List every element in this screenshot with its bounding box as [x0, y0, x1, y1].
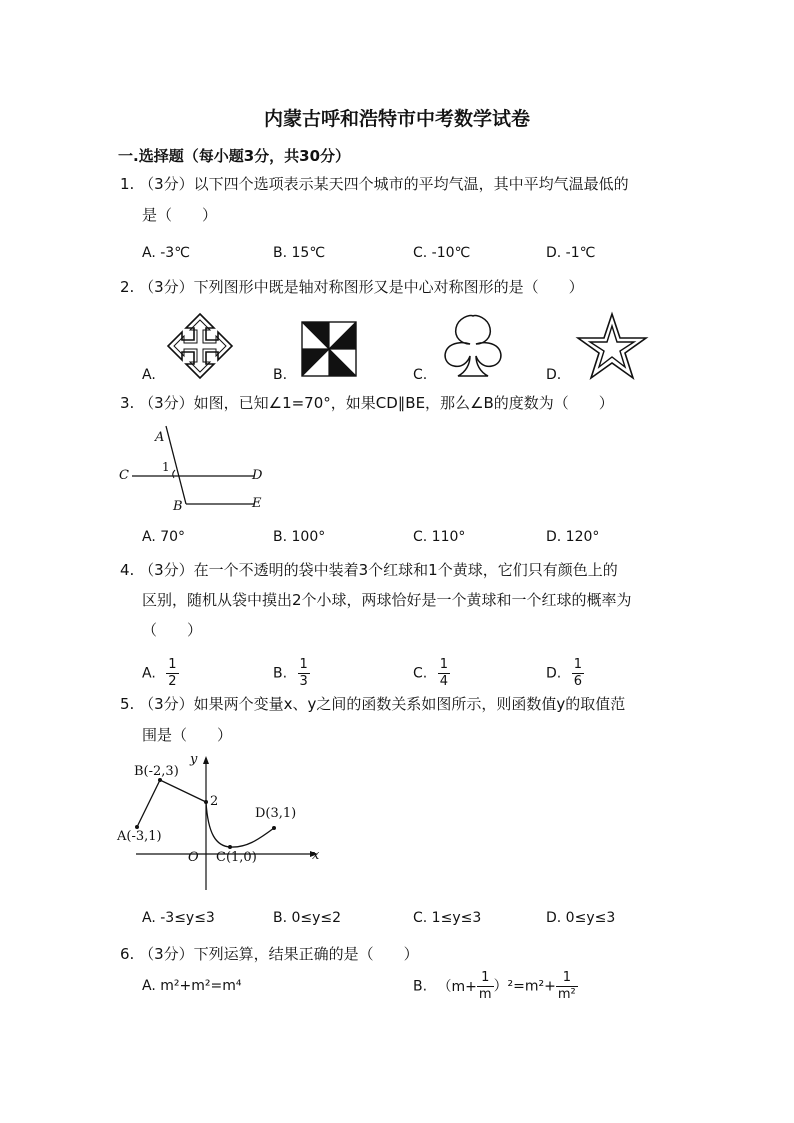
q4-option-d: [546, 657, 584, 690]
fraction-numerator: 1: [556, 970, 578, 987]
q5-origin-label: O: [188, 850, 199, 865]
q3-label-c: C: [119, 468, 129, 483]
q4-option-a-label: A.: [142, 665, 156, 682]
q5-text-line1: 5. （3分）如果两个变量x、y之间的函数关系如图所示，则函数值y的取值范: [120, 695, 626, 713]
q5-option-a: A. -3≤y≤3: [142, 910, 215, 926]
q4-option-a: [142, 657, 179, 690]
q6-option-b-fraction-1: [477, 970, 494, 1003]
q5-text-line2: 围是（ ）: [142, 726, 233, 744]
q5-point-a-label: A(-3,1): [117, 829, 162, 844]
q6-option-a: A. m²+m²=m⁴: [142, 978, 242, 994]
page-title: 内蒙古呼和浩特市中考数学试卷: [263, 108, 530, 130]
fraction-numerator: 1: [299, 657, 308, 672]
fraction-denominator: 6: [573, 674, 582, 689]
q1-option-d: D. -1℃: [546, 245, 596, 261]
q3-option-b: B. 100°: [273, 529, 326, 545]
q3-option-d: D. 120°: [546, 529, 600, 545]
q5-point-c-label: C(1,0): [216, 850, 257, 865]
q4-text-line1: 4. （3分）在一个不透明的袋中装着3个红球和1个黄球，它们只有颜色上的: [120, 561, 618, 579]
q3-option-a: A. 70°: [142, 529, 186, 545]
q6-option-b: [413, 970, 578, 1003]
pinwheel-figure: [300, 320, 358, 378]
q2-label-c: C.: [413, 367, 428, 383]
q6-option-b-prefix: （m+: [437, 978, 477, 995]
q1-text-line1: 1. （3分）以下四个选项表示某天四个城市的平均气温，其中平均气温最低的: [120, 175, 629, 193]
q1-option-b: B. 15℃: [273, 245, 326, 261]
fraction-denominator: 3: [299, 674, 308, 689]
q5-axis-x-label: x: [312, 848, 320, 863]
q3-label-b: B: [173, 499, 183, 514]
q5-option-d: D. 0≤y≤3: [546, 910, 616, 926]
club-figure: [440, 314, 506, 378]
q4-option-b: [273, 657, 310, 690]
q5-point-d-label: D(3,1): [255, 806, 297, 821]
q4-option-b-fraction: [298, 657, 310, 690]
q6-option-b-middle: ）²=m²+: [493, 978, 556, 995]
q1-option-a: A. -3℃: [142, 245, 190, 261]
q3-label-a: A: [155, 430, 165, 445]
q5-option-b: B. 0≤y≤2: [273, 910, 342, 926]
q4-option-b-label: B.: [273, 665, 288, 682]
q3-label-d: D: [252, 468, 263, 483]
section-heading: 一.选择题（每小题3分，共30分）: [118, 147, 351, 165]
fraction-denominator: m²: [557, 987, 576, 1002]
q5-y-intercept-label: 2: [210, 794, 219, 809]
q6-text: 6. （3分）下列运算，结果正确的是（ ）: [120, 945, 419, 963]
q4-option-d-label: D.: [546, 665, 562, 682]
q4-text-line2: 区别，随机从袋中摸出2个小球，两球恰好是一个黄球和一个红球的概率为: [142, 591, 632, 609]
arrow-cross-figure: [166, 312, 234, 380]
q4-option-d-fraction: [572, 657, 584, 690]
star-figure: [576, 312, 648, 380]
q3-label-e: E: [252, 496, 262, 511]
q4-text-line3: （ ）: [142, 621, 203, 639]
q3-option-c: C. 110°: [413, 529, 466, 545]
q3-text: 3. （3分）如图，已知∠1=70°，如果CD∥BE，那么∠B的度数为（ ）: [120, 394, 614, 412]
q1-option-c: C. -10℃: [413, 245, 471, 261]
fraction-numerator: 1: [477, 970, 494, 987]
fraction-numerator: 1: [168, 657, 177, 672]
q4-option-c: [413, 657, 450, 690]
fraction-denominator: 2: [168, 674, 177, 689]
q2-text: 2. （3分）下列图形中既是轴对称图形又是中心对称图形的是（ ）: [120, 278, 584, 296]
fraction-numerator: 1: [573, 657, 582, 672]
q3-angle-1: 1: [162, 460, 170, 474]
q4-option-c-label: C.: [413, 665, 428, 682]
q5-option-c: C. 1≤y≤3: [413, 910, 482, 926]
q6-option-b-label: B.: [413, 978, 428, 995]
q5-axis-y-label: y: [190, 752, 198, 767]
fraction-denominator: 4: [439, 674, 448, 689]
q4-option-c-fraction: [438, 657, 450, 690]
q2-label-b: B.: [273, 367, 288, 383]
q2-label-d: D.: [546, 367, 562, 383]
q5-point-b-label: B(-2,3): [134, 764, 179, 779]
q2-label-a: A.: [142, 367, 156, 383]
fraction-denominator: m: [478, 987, 492, 1002]
q1-text-line2: 是（ ）: [142, 206, 218, 224]
q6-option-b-fraction-2: [556, 970, 578, 1003]
fraction-numerator: 1: [439, 657, 448, 672]
q4-option-a-fraction: [166, 657, 178, 690]
